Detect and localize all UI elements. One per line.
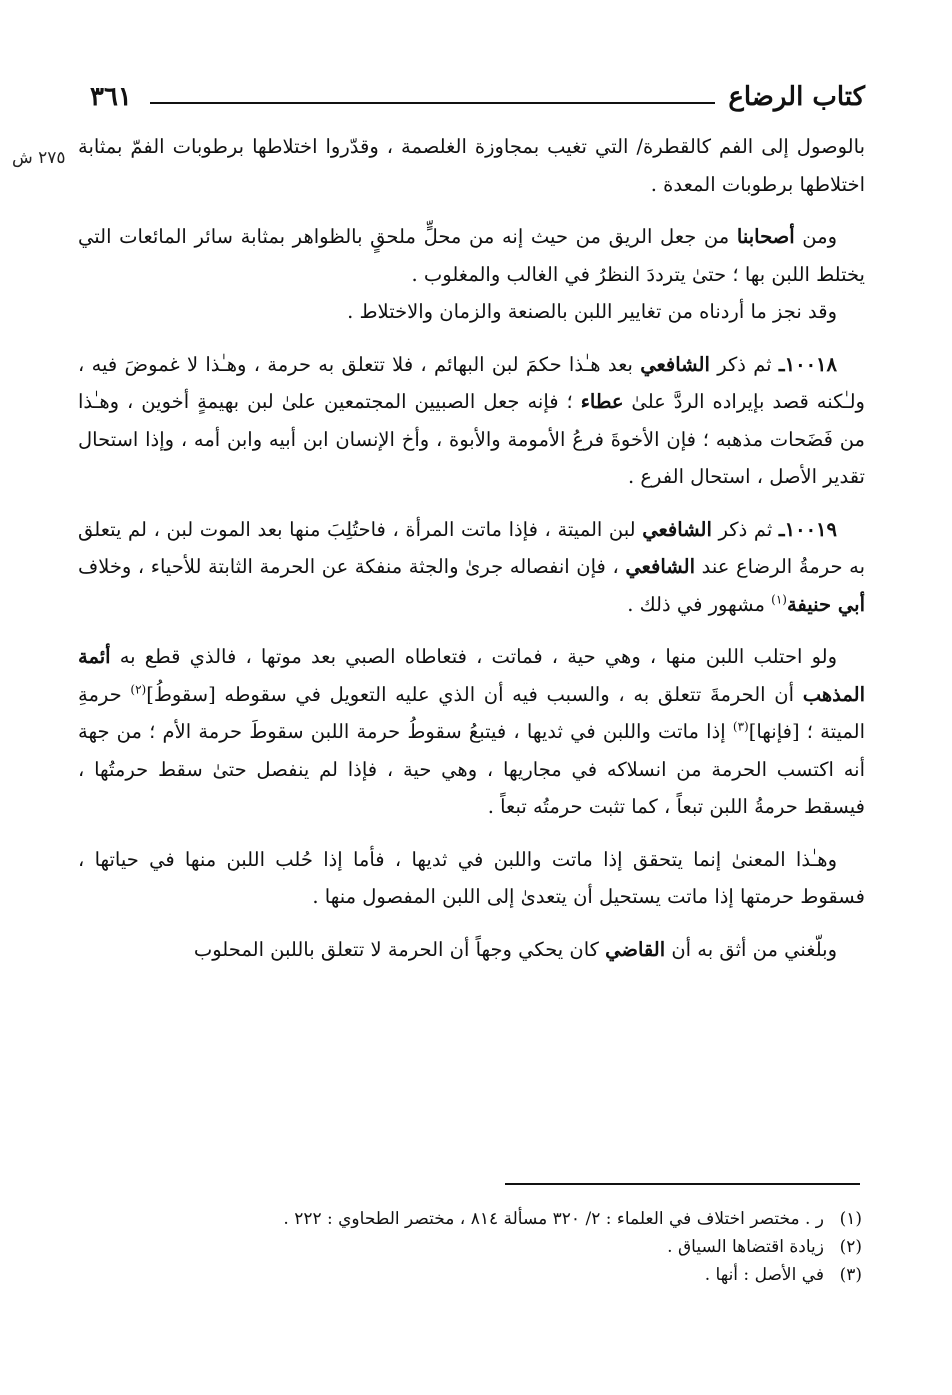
paragraph-3	[78, 293, 865, 331]
running-title: كتاب الرضاع	[728, 82, 865, 112]
footnote-marker: (١)	[771, 592, 787, 606]
text-run: من جعل الريق من حيث إنه من محلٍّ ملحقٍ بالظواهر بمثابة سائر المائعات التي يختلط اللبن بها ؛ حتىٰ يترددَ النظرُ في الغالب والمغلوب .	[78, 225, 865, 286]
footnote-marker: (٢)	[130, 682, 147, 696]
paragraph-10018	[78, 346, 865, 496]
bold-term: أصحابنا	[736, 225, 795, 248]
footnote-number: (١)	[839, 1209, 862, 1229]
footnote-1	[150, 1205, 862, 1233]
footnote-text: زيادة اقتضاها السياق .	[667, 1237, 824, 1257]
text-run: وقد نجز ما أردناه من تغايير اللبن بالصنعة والزمان والاختلاط .	[347, 300, 837, 323]
bold-term: ١٠٠١٨ـ	[778, 352, 837, 376]
footnotes	[150, 1205, 862, 1289]
paragraph-10019	[78, 511, 865, 624]
footnote-text: في الأصل : أنها .	[704, 1265, 824, 1285]
text-run: ومن	[794, 225, 837, 248]
text-run: وبلّغني من أثق به أن	[665, 937, 837, 961]
page-header	[90, 82, 865, 122]
bold-term: الشافعي	[640, 352, 710, 376]
footnote-2	[150, 1233, 862, 1261]
footnote-text: ر . مختصر اختلاف في العلماء : ٢/ ٣٢٠ مسألة ٨١٤ ، مختصر الطحاوي : ٢٢٢ .	[283, 1209, 824, 1229]
header-rule	[150, 102, 715, 104]
text-run: إذا ماتت واللبن في ثديها ، فيتبعُ سقوطُ حرمة اللبن سقوطَ حرمة الأم ؛ من جهة أنه اكتسب الحرمة من انسلاكه في مجاريها ، وهي حية ، فإذا لم ينفصل حتىٰ سقط حرمتُها ، فيسقط حرمةُ اللبن تبعاً ، كما تثبت حرمتُه تبعاً .	[78, 720, 865, 818]
text-run: بالوصول إلى الفم كالقطرة/ التي تغيب بمجاوزة الغلصمة ، وقدّروا اختلاطها برطوبات الفمّ بمثابة اختلاطها برطوبات المعدة .	[78, 135, 865, 196]
footnote-number: (٣)	[839, 1265, 862, 1285]
main-text	[78, 128, 865, 968]
text-run: لبن الميتة ، فإذا ماتت المرأة ، فاحتُلِبَ منها بعد الموت لبن ، لم يتعلق به حرمةُ الرضاع عند	[78, 517, 865, 578]
paragraph-8	[78, 931, 865, 969]
footnote-rule	[505, 1183, 860, 1185]
paragraph-1	[78, 128, 865, 203]
bold-term: الشافعي	[625, 555, 696, 578]
paragraph-7	[78, 841, 865, 916]
text-run: ثم ذكر	[709, 352, 779, 376]
manuscript-folio-note: ٢٧٥ ش	[12, 148, 66, 168]
footnote-3	[150, 1261, 862, 1289]
footnote-marker: (٣)	[732, 719, 749, 734]
text-run: ولو احتلب اللبن منها ، وهي حية ، فماتت ، فتعاطاه الصبي بعد موتها ، فالذي قطع به	[110, 645, 837, 668]
text-run: ، فإن انفصاله جرىٰ والجثة منفكة عن الحرمة الثابتة للأحياء ، وخلاف	[78, 555, 626, 578]
paragraph-6	[78, 638, 865, 826]
text-run: ؛ فإنه جعل الصبيين المجتمعين علىٰ لبن بهيمةٍ أخوين ، وهـٰذا من فَضَحات مذهبه ؛ فإن الأخوةَ فرعُ الأمومة والأبوة ، وأخ الإنسان ابن أبيه وابن أمه ، وإذا استحال تقدير الأصل ، استحال الفرع .	[78, 390, 865, 488]
paragraph-2	[78, 218, 865, 293]
bold-term: القاضي	[605, 937, 666, 961]
text-run: وهـٰذا المعنىٰ إنما يتحقق إذا ماتت واللبن في ثديها ، فأما إذا حُلب اللبن منها في حياتها ، فسقوط حرمتها إذا ماتت يستحيل أن يتعدىٰ إلى اللبن المفصول منها .	[78, 847, 865, 908]
text-run: بعد هـٰذا حكمَ لبن البهائم ، فلا تتعلق به حرمة ، وهـٰذا لا غموضَ فيه ، ولـٰكنه قصد بإيراده الردَّ علىٰ	[78, 352, 865, 413]
bold-term: عطاء	[580, 390, 624, 413]
bold-term: ١٠٠١٩ـ	[778, 517, 837, 541]
text-run: ثم ذكر	[711, 517, 779, 541]
page-number: ٣٦١	[90, 82, 132, 112]
text-run: أن الحرمةَ تتعلق به ، والسبب فيه أن الذي عليه التعويل في سقوطه [سقوطُ]	[146, 682, 803, 706]
text-run: حرمةِ الميتة ؛ [فإنها]	[78, 682, 866, 743]
bold-term: أبي حنيفة	[786, 592, 865, 616]
text-run: كان يحكي وجهاً أن الحرمة لا تتعلق باللبن المحلوب	[193, 937, 606, 961]
bold-term: أئمة المذهب	[78, 645, 865, 706]
footnote-number: (٢)	[839, 1237, 862, 1257]
bold-term: الشافعي	[642, 517, 712, 541]
text-run: مشهور في ذلك .	[627, 592, 772, 616]
